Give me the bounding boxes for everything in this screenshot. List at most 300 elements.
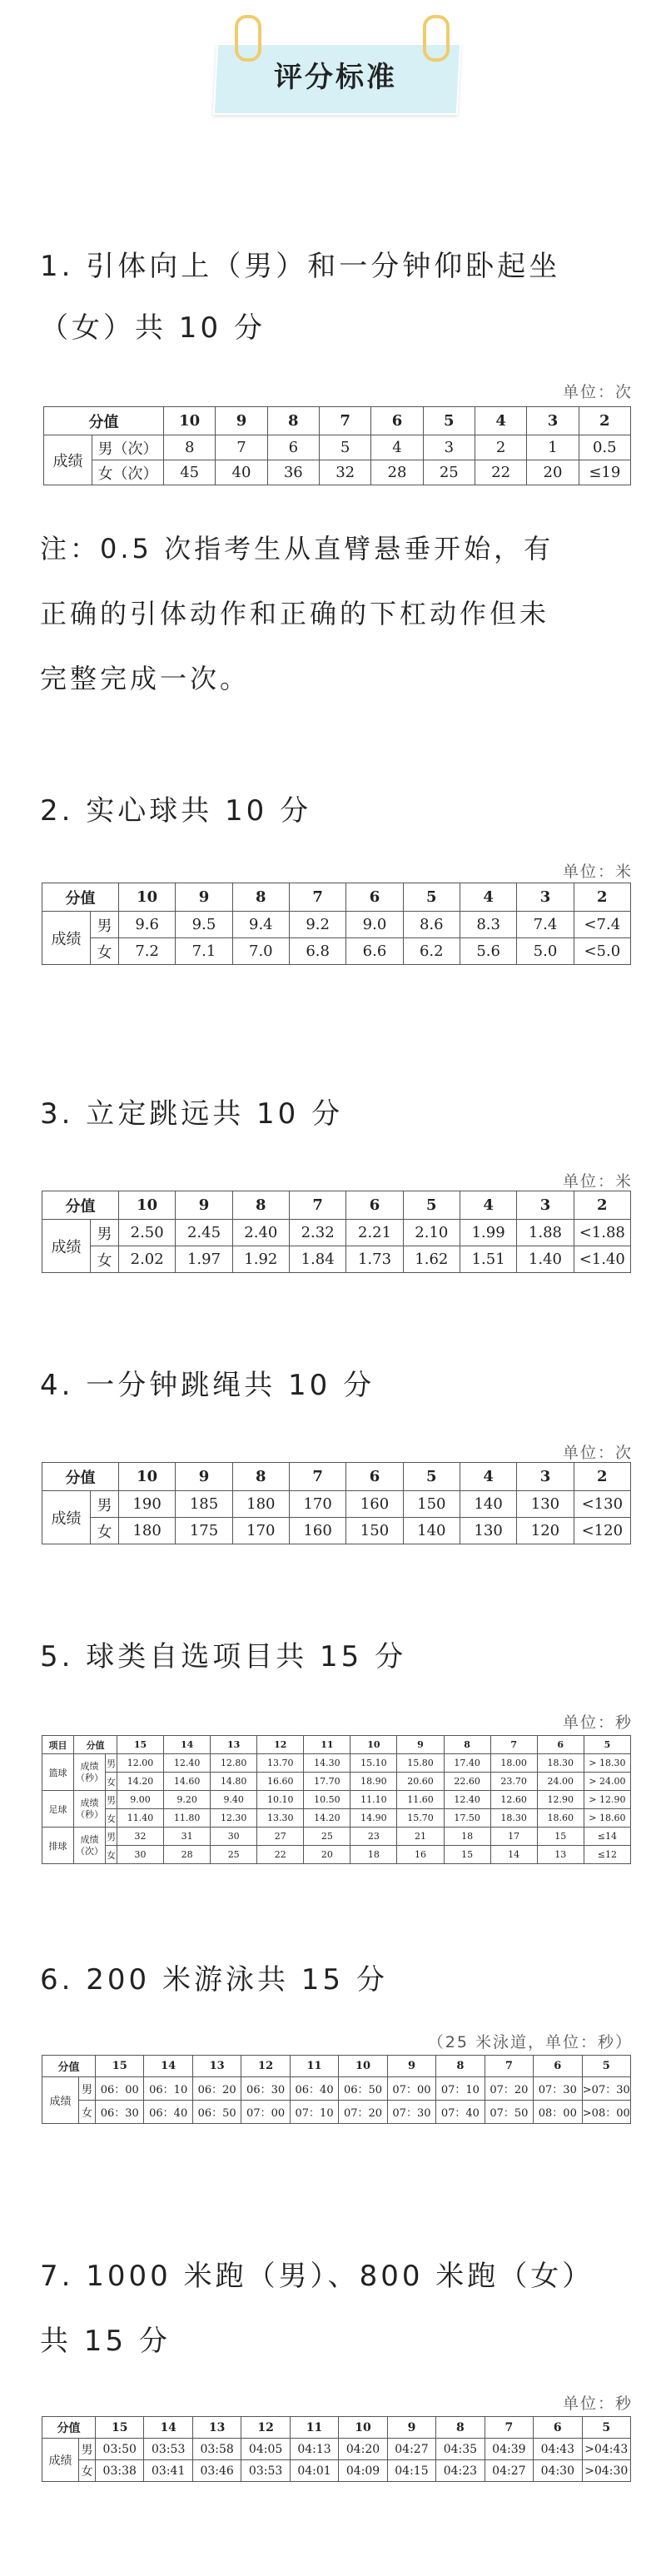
table-cell: 1.88 <box>517 1220 574 1246</box>
table-cell: 45 <box>164 460 216 485</box>
table-cell: 03:53 <box>241 2460 290 2482</box>
table-cell: 03:58 <box>192 2439 241 2460</box>
gender-label-cell: 女 <box>91 1246 119 1273</box>
score-header-cell: 分值 <box>42 1191 119 1220</box>
score-value-header: 7 <box>289 883 345 912</box>
table-cell: 25 <box>423 460 475 485</box>
table-cell: 1.51 <box>460 1246 516 1273</box>
table-cell: 11.60 <box>397 1791 444 1809</box>
table-row <box>42 1754 631 1773</box>
table-cell: >08：00 <box>582 2101 630 2124</box>
table-cell: <120 <box>574 1518 630 1544</box>
table-cell: >04:30 <box>582 2460 630 2482</box>
table-cell: 25 <box>211 1846 257 1864</box>
table-cell: 7.1 <box>176 938 232 965</box>
table-cell: 06：30 <box>96 2101 144 2124</box>
table-cell: 18.30 <box>490 1809 537 1828</box>
gender-label-cell: 男 <box>79 2077 96 2101</box>
table-cell: > 24.00 <box>584 1773 630 1791</box>
table-cell: 12.80 <box>211 1754 257 1773</box>
score-value-header: 5 <box>582 2056 630 2077</box>
table-cell: 160 <box>289 1518 345 1544</box>
score-value-header: 5 <box>403 883 460 912</box>
table-row <box>42 938 631 965</box>
table-cell: <1.40 <box>574 1246 630 1273</box>
table-cell: 16.60 <box>257 1773 304 1791</box>
score-value-header: 15 <box>117 1736 164 1754</box>
table-cell: 1.97 <box>176 1246 232 1273</box>
page-title: 评分标准 <box>274 61 397 94</box>
table-row <box>42 1809 631 1828</box>
score-value-header: 13 <box>192 2056 241 2077</box>
table-cell: 03:53 <box>144 2439 192 2460</box>
table-cell: 9.4 <box>232 912 289 938</box>
section-5-unit: 单位：秒 <box>562 1713 633 1732</box>
table-cell: 2.45 <box>176 1220 232 1246</box>
score-value-header: 8 <box>232 883 289 912</box>
table-cell: 7 <box>216 435 267 460</box>
table-cell: 03:46 <box>192 2460 241 2482</box>
table-cell: 11.10 <box>350 1791 397 1809</box>
table-cell: 23 <box>350 1828 397 1846</box>
table-header-row <box>42 2056 631 2077</box>
section-2-unit: 单位：米 <box>562 863 633 881</box>
table-cell: 2.32 <box>289 1220 345 1246</box>
table-cell: 07：50 <box>485 2101 533 2124</box>
table-cell: 06：50 <box>192 2101 241 2124</box>
score-value-header: 15 <box>96 2056 144 2077</box>
table-cell: 8.6 <box>403 912 460 938</box>
score-value-header: 8 <box>232 1191 289 1220</box>
section-1-unit: 单位：次 <box>562 383 633 401</box>
table-cell: 07：20 <box>485 2077 533 2101</box>
table-cell: 175 <box>176 1518 232 1544</box>
score-value-header: 4 <box>460 1191 516 1220</box>
table-cell: > 12.90 <box>584 1791 630 1809</box>
score-value-header: 14 <box>144 2417 192 2439</box>
table-cell: 32 <box>319 460 370 485</box>
table-cell: 16 <box>397 1846 444 1864</box>
table-cell: 120 <box>517 1518 574 1544</box>
score-value-header: 5 <box>582 2417 630 2439</box>
table-cell: 07：30 <box>534 2077 582 2101</box>
table-cell: 06：50 <box>339 2077 387 2101</box>
table-cell: 27 <box>257 1828 304 1846</box>
table-cell: 22 <box>475 460 526 485</box>
table-cell: 7.4 <box>517 912 574 938</box>
gender-label-cell: 女 <box>106 1809 117 1828</box>
table-cell: 07：00 <box>241 2101 290 2124</box>
table-cell: 1.62 <box>403 1246 460 1273</box>
table-cell: 25 <box>304 1828 350 1846</box>
table-cell: 4 <box>371 435 423 460</box>
gender-label-cell: 男 <box>106 1791 117 1809</box>
table-cell: <130 <box>574 1491 630 1518</box>
score-value-header: 12 <box>241 2417 290 2439</box>
score-value-header: 6 <box>346 883 403 912</box>
group-label-cell: 成绩 <box>42 2439 79 2482</box>
table-cell: > 18.60 <box>584 1809 630 1828</box>
table-row <box>44 460 631 485</box>
table-cell: 0.5 <box>579 435 630 460</box>
score-value-header: 6 <box>534 2056 582 2077</box>
score-value-header: 11 <box>290 2417 338 2439</box>
table-cell: 15 <box>537 1828 584 1846</box>
table-cell: 14.30 <box>304 1754 350 1773</box>
table-cell: 04:13 <box>290 2439 338 2460</box>
score-value-header: 7 <box>319 407 370 435</box>
table-header-row <box>42 883 631 912</box>
table-cell: 10.10 <box>257 1791 304 1809</box>
score-value-header: 5 <box>423 407 475 435</box>
table-cell: 2.10 <box>403 1220 460 1246</box>
table-cell: 04:05 <box>241 2439 290 2460</box>
table-cell: 04:30 <box>534 2460 582 2482</box>
table-cell: 07：10 <box>436 2077 485 2101</box>
table-header-row <box>42 1736 631 1754</box>
score-value-header: 8 <box>436 2417 485 2439</box>
section-2-table <box>42 883 631 965</box>
table-cell: 22.60 <box>444 1773 490 1791</box>
section-1-title-cont: （女）共 10 分 <box>40 311 266 345</box>
score-header-cell: 分值 <box>42 1463 119 1491</box>
table-cell: 9.40 <box>211 1791 257 1809</box>
table-cell: 17.40 <box>444 1754 490 1773</box>
table-cell: 11.80 <box>164 1809 211 1828</box>
table-cell: 1.92 <box>232 1246 289 1273</box>
score-value-header: 6 <box>537 1736 584 1754</box>
gender-label-cell: 男 <box>79 2439 96 2460</box>
score-header-cell: 分值 <box>42 883 119 912</box>
table-cell: 13.30 <box>257 1809 304 1828</box>
table-cell: 1.99 <box>460 1220 516 1246</box>
table-cell: 15.10 <box>350 1754 397 1773</box>
score-value-header: 11 <box>304 1736 350 1754</box>
table-cell: 9.20 <box>164 1791 211 1809</box>
table-cell: 9.00 <box>117 1791 164 1809</box>
table-cell: > 18.30 <box>584 1754 630 1773</box>
score-value-header: 14 <box>144 2056 192 2077</box>
table-cell: 20.60 <box>397 1773 444 1791</box>
gender-label-cell: 女 <box>106 1773 117 1791</box>
score-value-header: 4 <box>475 407 526 435</box>
table-cell: 07：40 <box>436 2101 485 2124</box>
table-row <box>42 2439 631 2460</box>
table-header-row <box>42 2417 631 2439</box>
score-value-header: 2 <box>579 407 630 435</box>
note-line: 正确的引体动作和正确的下杠动作但未 <box>40 598 550 629</box>
table-cell: 21 <box>397 1828 444 1846</box>
table-cell: 04:27 <box>387 2439 435 2460</box>
table-cell: 18 <box>350 1846 397 1864</box>
table-cell: 28 <box>371 460 423 485</box>
table-cell: 14.90 <box>350 1809 397 1828</box>
table-cell: 17.70 <box>304 1773 350 1791</box>
table-cell: 5.6 <box>460 938 516 965</box>
table-cell: 170 <box>232 1518 289 1544</box>
table-cell: 150 <box>346 1518 403 1544</box>
section-5-title: 5. 球类自选项目共 15 分 <box>40 1640 407 1673</box>
table-cell: 11.40 <box>117 1809 164 1828</box>
section-6-unit: （25 米泳道，单位：秒） <box>427 2033 633 2051</box>
table-cell: 18.00 <box>490 1754 537 1773</box>
score-value-header: 15 <box>96 2417 144 2439</box>
table-cell: 6.2 <box>403 938 460 965</box>
table-cell: 2 <box>475 435 526 460</box>
section-1-table <box>43 406 631 485</box>
group-label-cell: 成绩 <box>44 435 92 485</box>
group-label-cell: 成绩 <box>42 2077 79 2124</box>
table-cell: 06：00 <box>96 2077 144 2101</box>
table-cell: 14 <box>490 1846 537 1864</box>
table-row <box>42 1246 631 1273</box>
score-value-header: 6 <box>534 2417 582 2439</box>
table-cell: 18.30 <box>537 1754 584 1773</box>
table-cell: 04:35 <box>436 2439 485 2460</box>
table-cell: 06：20 <box>192 2077 241 2101</box>
section-1-title: 1. 引体向上（男）和一分钟仰卧起坐 <box>40 250 561 283</box>
score-value-header: 10 <box>339 2417 387 2439</box>
gender-label-cell: 男 <box>91 1491 119 1518</box>
table-cell: >04:43 <box>582 2439 630 2460</box>
table-cell: 30 <box>117 1846 164 1864</box>
gender-label-cell: 女 <box>91 1518 119 1544</box>
score-value-header: 13 <box>192 2417 241 2439</box>
table-cell: 12.00 <box>117 1754 164 1773</box>
table-cell: 06：10 <box>144 2077 192 2101</box>
table-cell: 32 <box>117 1828 164 1846</box>
table-cell: 150 <box>403 1491 460 1518</box>
gender-label-cell: 女（次） <box>92 460 164 485</box>
score-value-header: 9 <box>176 1191 232 1220</box>
table-cell: 7.0 <box>232 938 289 965</box>
table-cell: 07：30 <box>387 2101 435 2124</box>
note-line: 注：0.5 次指考生从直臂悬垂开始，有 <box>40 533 554 564</box>
table-cell: 04:23 <box>436 2460 485 2482</box>
table-cell: 12.60 <box>490 1791 537 1809</box>
table-header-row <box>44 407 631 435</box>
section-3-table <box>42 1191 631 1273</box>
table-cell: 03:41 <box>144 2460 192 2482</box>
table-cell: 140 <box>403 1518 460 1544</box>
table-cell: 12.40 <box>444 1791 490 1809</box>
table-cell: 15.70 <box>397 1809 444 1828</box>
table-cell: 9.2 <box>289 912 345 938</box>
table-cell: 14.60 <box>164 1773 211 1791</box>
score-value-header: 2 <box>574 883 630 912</box>
table-cell: 08：00 <box>534 2101 582 2124</box>
table-cell: 160 <box>346 1491 403 1518</box>
score-value-header: 2 <box>574 1463 630 1491</box>
table-cell: 12.90 <box>537 1791 584 1809</box>
table-cell: 12.30 <box>211 1809 257 1828</box>
table-cell: 5 <box>319 435 370 460</box>
table-cell: 36 <box>267 460 319 485</box>
score-value-header: 9 <box>387 2417 435 2439</box>
section-4-table <box>42 1462 631 1544</box>
score-value-header: 10 <box>339 2056 387 2077</box>
gender-label-cell: 女 <box>106 1846 117 1864</box>
table-row <box>42 2460 631 2482</box>
table-cell: ≤19 <box>579 460 630 485</box>
score-value-header: 6 <box>371 407 423 435</box>
table-header-row <box>42 1463 631 1491</box>
table-cell: 40 <box>216 460 267 485</box>
gender-label-cell: 女 <box>79 2101 96 2124</box>
table-row <box>42 1773 631 1791</box>
table-cell: >07：30 <box>582 2077 630 2101</box>
section-3-unit: 单位：米 <box>562 1172 633 1191</box>
score-unit-cell: 成绩（次） <box>74 1828 106 1864</box>
table-cell: 8 <box>164 435 216 460</box>
score-value-header: 10 <box>119 883 176 912</box>
table-cell: 20 <box>527 460 579 485</box>
score-value-header: 8 <box>232 1463 289 1491</box>
table-row <box>42 1491 631 1518</box>
table-cell: 18.90 <box>350 1773 397 1791</box>
score-value-header: 8 <box>436 2056 485 2077</box>
table-cell: 28 <box>164 1846 211 1864</box>
gender-label-cell: 男 <box>91 1220 119 1246</box>
score-value-header: 7 <box>289 1191 345 1220</box>
table-cell: 23.70 <box>490 1773 537 1791</box>
score-value-header: 6 <box>346 1191 403 1220</box>
table-cell: <1.88 <box>574 1220 630 1246</box>
section-3-title: 3. 立定跳远共 10 分 <box>40 1097 344 1131</box>
table-cell: 04:43 <box>534 2439 582 2460</box>
score-value-header: 10 <box>119 1463 176 1491</box>
score-header-cell: 分值 <box>42 2056 96 2077</box>
score-unit-cell: 成绩（秒） <box>74 1754 106 1791</box>
score-value-header: 5 <box>403 1191 460 1220</box>
table-cell: 12.40 <box>164 1754 211 1773</box>
score-header-cell: 分值 <box>74 1736 117 1754</box>
table-cell: 2.40 <box>232 1220 289 1246</box>
section-7-title: 7. 1000 米跑（男）、800 米跑（女） <box>40 2260 594 2293</box>
score-value-header: 4 <box>460 1463 516 1491</box>
score-value-header: 6 <box>346 1463 403 1491</box>
table-row <box>42 2077 631 2101</box>
score-value-header: 10 <box>164 407 216 435</box>
score-value-header: 9 <box>397 1736 444 1754</box>
section-2-title: 2. 实心球共 10 分 <box>40 794 312 828</box>
section-7-table <box>42 2416 631 2482</box>
table-cell: 13.70 <box>257 1754 304 1773</box>
table-cell: 18 <box>444 1828 490 1846</box>
table-cell: 2.02 <box>119 1246 176 1273</box>
sport-name-cell: 排球 <box>42 1828 74 1864</box>
table-cell: 04:09 <box>339 2460 387 2482</box>
score-value-header: 8 <box>267 407 319 435</box>
item-header-cell: 项目 <box>42 1736 74 1754</box>
score-value-header: 7 <box>490 1736 537 1754</box>
section-6-title: 6. 200 米游泳共 15 分 <box>40 1963 388 1997</box>
table-cell: 185 <box>176 1491 232 1518</box>
table-cell: 190 <box>119 1491 176 1518</box>
score-value-header: 12 <box>257 1736 304 1754</box>
score-value-header: 8 <box>444 1736 490 1754</box>
table-cell: 15 <box>444 1846 490 1864</box>
score-value-header: 9 <box>387 2056 435 2077</box>
table-cell: <5.0 <box>574 938 630 965</box>
table-cell: 7.2 <box>119 938 176 965</box>
score-header-cell: 分值 <box>44 407 164 435</box>
group-label-cell: 成绩 <box>42 1220 91 1273</box>
gender-label-cell: 男 <box>91 912 119 938</box>
table-row <box>42 2101 631 2124</box>
table-cell: 1 <box>527 435 579 460</box>
table-cell: 13 <box>537 1846 584 1864</box>
score-value-header: 12 <box>241 2056 290 2077</box>
table-cell: 04:27 <box>485 2460 533 2482</box>
score-value-header: 9 <box>216 407 267 435</box>
gender-label-cell: 男 <box>106 1828 117 1846</box>
table-cell: 9.0 <box>346 912 403 938</box>
table-cell: 6.6 <box>346 938 403 965</box>
score-value-header: 10 <box>119 1191 176 1220</box>
section-6-table <box>42 2055 631 2124</box>
sport-name-cell: 足球 <box>42 1791 74 1828</box>
table-cell: 180 <box>232 1491 289 1518</box>
table-cell: 06：40 <box>290 2077 338 2101</box>
section-1-note <box>40 516 639 711</box>
table-cell: <7.4 <box>574 912 630 938</box>
table-cell: 2.21 <box>346 1220 403 1246</box>
table-cell: ≤12 <box>584 1846 630 1864</box>
score-value-header: 5 <box>403 1463 460 1491</box>
table-cell: 04:39 <box>485 2439 533 2460</box>
score-value-header: 5 <box>584 1736 630 1754</box>
table-cell: 04:20 <box>339 2439 387 2460</box>
score-value-header: 7 <box>485 2056 533 2077</box>
score-value-header: 2 <box>574 1191 630 1220</box>
score-value-header: 7 <box>485 2417 533 2439</box>
score-value-header: 3 <box>517 883 574 912</box>
table-cell: 140 <box>460 1491 516 1518</box>
table-cell: 07：10 <box>290 2101 338 2124</box>
table-cell: 24.00 <box>537 1773 584 1791</box>
gender-label-cell: 男（次） <box>92 435 164 460</box>
table-cell: 180 <box>119 1518 176 1544</box>
table-cell: 2.50 <box>119 1220 176 1246</box>
table-header-row <box>42 1191 631 1220</box>
table-cell: 17.50 <box>444 1809 490 1828</box>
table-cell: 14.80 <box>211 1773 257 1791</box>
table-cell: 22 <box>257 1846 304 1864</box>
table-row <box>44 435 631 460</box>
table-cell: 30 <box>211 1828 257 1846</box>
section-5-table <box>42 1735 631 1864</box>
table-cell: 06：30 <box>241 2077 290 2101</box>
score-value-header: 4 <box>460 883 516 912</box>
score-value-header: 9 <box>176 1463 232 1491</box>
score-unit-cell: 成绩（秒） <box>74 1791 106 1828</box>
score-value-header: 13 <box>211 1736 257 1754</box>
table-cell: 8.3 <box>460 912 516 938</box>
score-header-cell: 分值 <box>42 2417 96 2439</box>
table-row <box>42 912 631 938</box>
table-cell: 18.60 <box>537 1809 584 1828</box>
table-cell: 04:01 <box>290 2460 338 2482</box>
table-cell: 6 <box>267 435 319 460</box>
table-cell: 1.84 <box>289 1246 345 1273</box>
table-cell: 3 <box>423 435 475 460</box>
table-cell: 04:15 <box>387 2460 435 2482</box>
table-cell: 14.20 <box>117 1773 164 1791</box>
page-header <box>0 0 666 133</box>
table-cell: 1.73 <box>346 1246 403 1273</box>
table-cell: 170 <box>289 1491 345 1518</box>
